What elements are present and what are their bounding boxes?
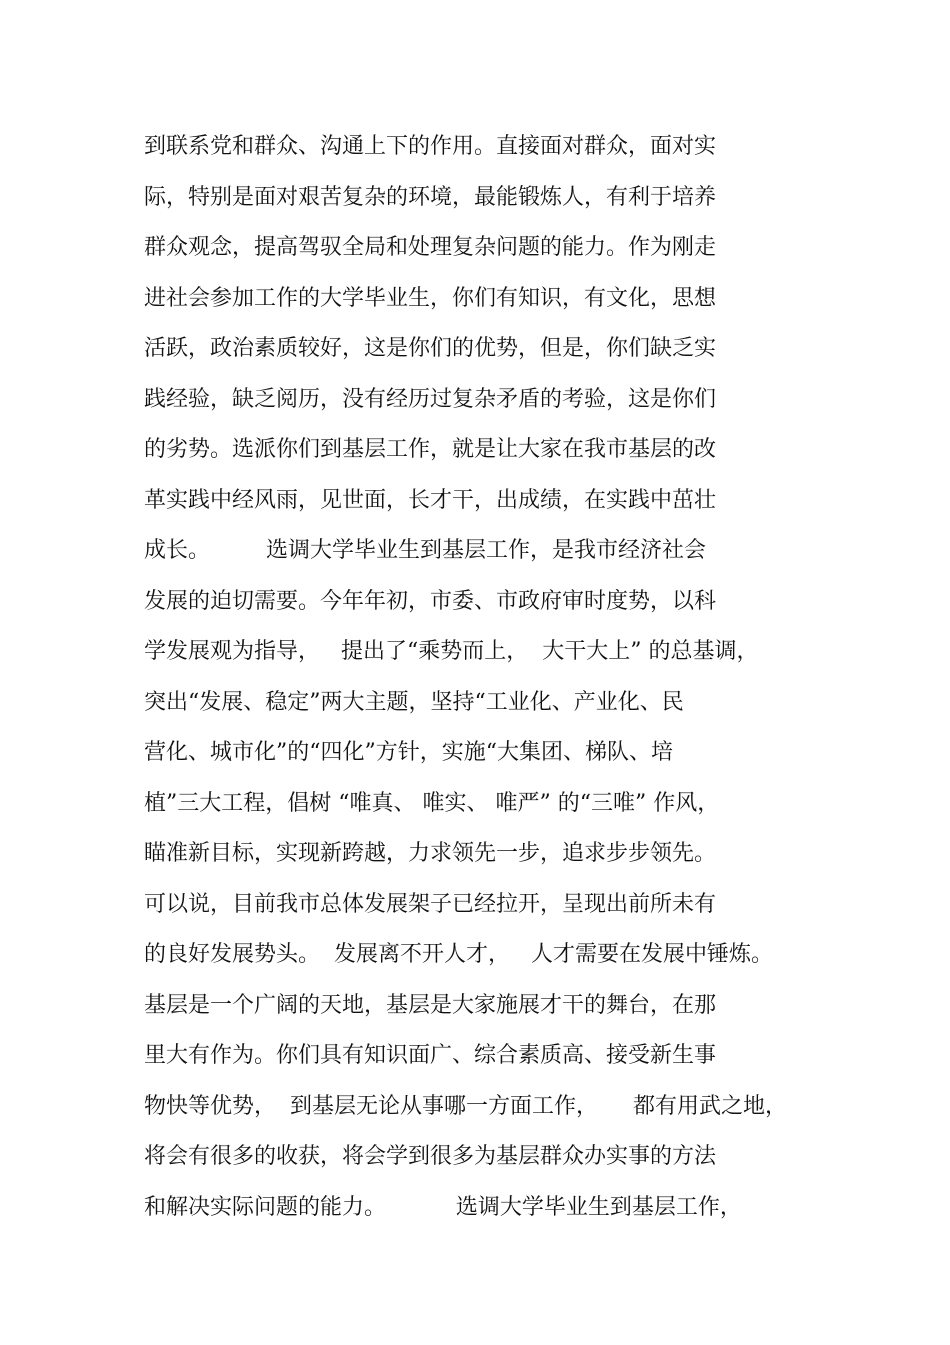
text-line: 物快等优势， 到基层无论从事哪一方面工作， 都有用武之地，: [144, 1093, 787, 1119]
text-line: 的劣势。选派你们到基层工作，就是让大家在我市基层的改: [144, 437, 717, 462]
text-line: 际，特别是面对艰苦复杂的环境，最能锻炼人，有利于培养: [144, 184, 717, 210]
text-line: 践经验，缺乏阅历，没有经历过复杂矛盾的考验，这是你们: [144, 386, 717, 412]
text-line: 学发展观为指导， 提出了“乘势而上， 大干大上” 的总基调，: [144, 639, 759, 664]
text-line: 突出“发展、稳定”两大主题，坚持“工业化、产业化、民: [144, 689, 684, 715]
text-line: 将会有很多的收获，将会学到很多为基层群众办实事的方法: [144, 1144, 717, 1169]
text-line: 的良好发展势头。 发展离不开人才， 人才需要在发展中锤炼。: [144, 942, 773, 967]
text-line: 基层是一个广阔的天地，基层是大家施展才干的舞台，在那: [144, 992, 717, 1018]
text-line: 群众观念，提高驾驭全局和处理复杂问题的能力。作为刚走: [144, 235, 717, 260]
text-line: 和解决实际问题的能力。 选调大学毕业生到基层工作，: [144, 1194, 742, 1220]
body-text: [144, 122, 804, 1233]
text-line: 瞄准新目标，实现新跨越，力求领先一步，追求步步领先。: [144, 841, 717, 866]
text-line: 植”三大工程，倡树 “唯真、 唯实、 唯严” 的“三唯” 作风，: [144, 790, 720, 816]
text-line: 发展的迫切需要。今年年初，市委、市政府审时度势，以科: [144, 588, 717, 614]
text-line: 成长。 选调大学毕业生到基层工作，是我市经济社会: [144, 538, 706, 563]
text-line: 革实践中经风雨，见世面，长才干，出成绩，在实践中茁壮: [144, 487, 717, 513]
text-line: 到联系党和群众、沟通上下的作用。直接面对群众，面对实: [144, 134, 717, 159]
text-line: 营化、城市化”的“四化”方针，实施“大集团、梯队、培: [144, 740, 673, 765]
text-line: 进社会参加工作的大学毕业生，你们有知识，有文化，思想: [144, 285, 717, 311]
text-line: 可以说，目前我市总体发展架子已经拉开，呈现出前所未有: [144, 891, 717, 917]
text-line: 活跃，政治素质较好，这是你们的优势，但是，你们缺乏实: [144, 336, 717, 361]
text-line: 里大有作为。你们具有知识面广、综合素质高、接受新生事: [144, 1043, 717, 1068]
